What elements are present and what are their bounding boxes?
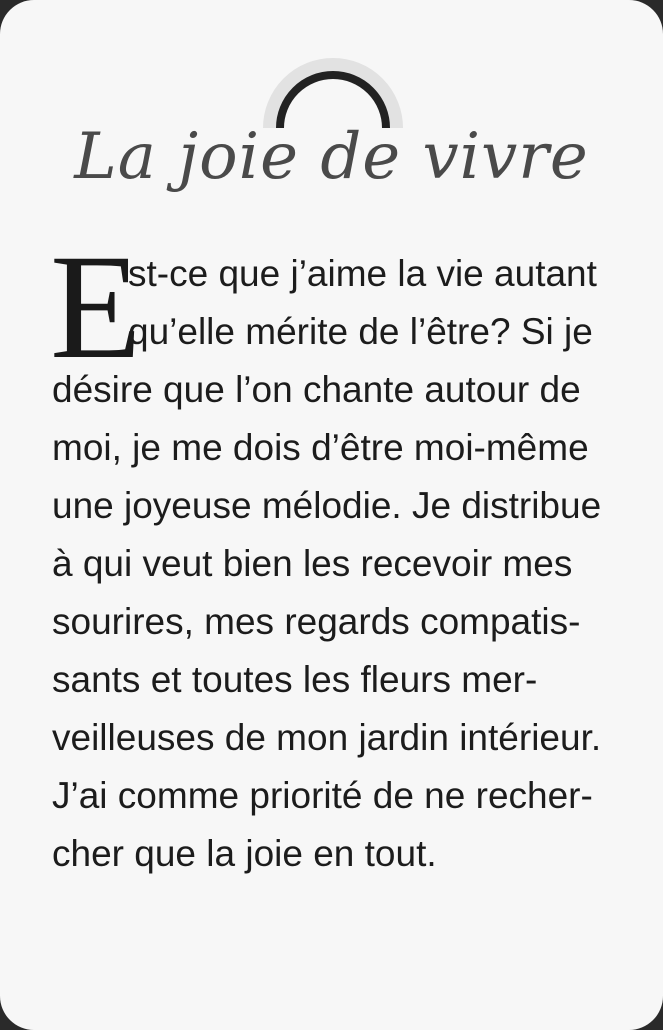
text-line: sourires, mes regards compatis- xyxy=(52,601,581,642)
page-title: La joie de vivre xyxy=(74,120,589,194)
text-line: qu’elle mérite de l’être? Si je xyxy=(128,311,593,352)
text-line: une joyeuse mélodie. Je distribue xyxy=(52,485,602,526)
text-line: veilleuses de mon jardin intérieur. xyxy=(52,717,602,758)
text-line: désire que l’on chante autour de xyxy=(52,369,581,410)
rainbow-arc-icon xyxy=(258,50,408,130)
text-line: st-ce que j’aime la vie autant xyxy=(128,253,597,294)
text-line: sants et toutes les fleurs mer- xyxy=(52,659,538,700)
text-line: cher que la joie en tout. xyxy=(52,833,437,874)
text-line: moi, je me dois d’être moi-même xyxy=(52,427,589,468)
text-line: à qui veut bien les recevoir mes xyxy=(52,543,573,584)
drop-cap: E xyxy=(50,224,142,390)
text-line: J’ai comme priorité de ne recher- xyxy=(52,775,593,816)
